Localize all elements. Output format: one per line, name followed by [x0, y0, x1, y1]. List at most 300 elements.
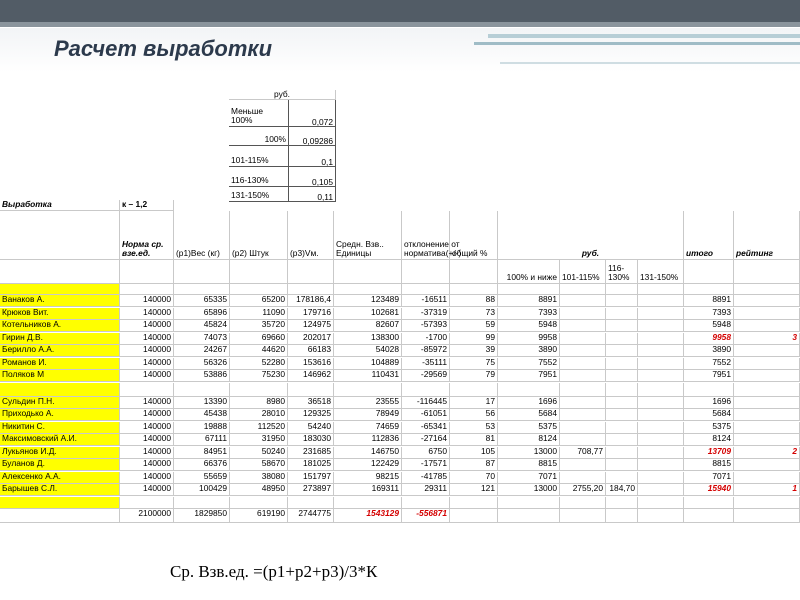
- row-value: 102681: [334, 308, 402, 320]
- rate-label: 100%: [229, 127, 289, 146]
- row-value: 6750: [402, 447, 450, 459]
- row-value: 54028: [334, 345, 402, 357]
- row-value: 56: [450, 409, 498, 421]
- row-name: Поляков М: [0, 370, 120, 382]
- row-value: 3: [734, 333, 800, 345]
- row-value: -65341: [402, 422, 450, 434]
- row-value: [638, 434, 684, 446]
- row-value: 8815: [684, 459, 734, 471]
- row-value: 123489: [334, 295, 402, 307]
- row-value: 9958: [684, 333, 734, 345]
- row-value: 13000: [498, 447, 560, 459]
- subheader-cell: 116-130%: [606, 260, 638, 284]
- row-value: 69660: [230, 333, 288, 345]
- row-value: 140000: [120, 434, 174, 446]
- row-value: [638, 397, 684, 409]
- total-cell: 619190: [230, 509, 288, 523]
- total-cell: [684, 509, 734, 523]
- row-value: 231685: [288, 447, 334, 459]
- row-value: 105: [450, 447, 498, 459]
- row-value: 5375: [498, 422, 560, 434]
- row-name: Крюков Вит.: [0, 308, 120, 320]
- gap-cell: [0, 383, 120, 397]
- rate-value: 0,11: [289, 187, 336, 202]
- row-value: 178186,4: [288, 295, 334, 307]
- row-value: [606, 295, 638, 307]
- total-cell: [734, 509, 800, 523]
- subheader-cell: [450, 260, 498, 284]
- row-value: 70: [450, 472, 498, 484]
- row-value: [638, 422, 684, 434]
- row-value: [606, 345, 638, 357]
- row-value: 138300: [334, 333, 402, 345]
- row-value: 17: [450, 397, 498, 409]
- row-value: [560, 434, 606, 446]
- row-value: -57393: [402, 320, 450, 332]
- empty-cell: [174, 497, 230, 509]
- header-p3: (р3)Vм.: [288, 211, 334, 260]
- row-value: 140000: [120, 447, 174, 459]
- subheader-cell: [334, 260, 402, 284]
- row-value: 140000: [120, 308, 174, 320]
- row-value: [606, 447, 638, 459]
- section-label: Выработка: [0, 200, 120, 211]
- gap-cell: [402, 383, 450, 397]
- row-value: [560, 320, 606, 332]
- row-value: 140000: [120, 295, 174, 307]
- row-value: [606, 308, 638, 320]
- row-value: [560, 295, 606, 307]
- header-norm: Норма ср. взе.ед.: [120, 211, 174, 260]
- rate-label: 131-150%: [229, 187, 289, 202]
- row-value: [606, 472, 638, 484]
- row-value: 67111: [174, 434, 230, 446]
- row-value: 52280: [230, 358, 288, 370]
- row-value: [734, 370, 800, 382]
- row-value: 121: [450, 484, 498, 496]
- empty-cell: [0, 497, 120, 509]
- row-value: 75: [450, 358, 498, 370]
- row-value: 169311: [334, 484, 402, 496]
- row-value: -61051: [402, 409, 450, 421]
- row-value: [606, 397, 638, 409]
- row-value: [638, 447, 684, 459]
- subheader-cell: 101-115%: [560, 260, 606, 284]
- spacer-cell: [734, 284, 800, 295]
- empty-cell: [560, 497, 606, 509]
- row-value: 74659: [334, 422, 402, 434]
- empty-cell: [288, 497, 334, 509]
- row-name: Сульдин П.Н.: [0, 397, 120, 409]
- row-value: [638, 295, 684, 307]
- row-value: 5948: [498, 320, 560, 332]
- row-value: -17571: [402, 459, 450, 471]
- gap-cell: [606, 383, 638, 397]
- row-value: 140000: [120, 358, 174, 370]
- row-value: 140000: [120, 409, 174, 421]
- row-value: 5684: [498, 409, 560, 421]
- empty-cell: [120, 497, 174, 509]
- row-value: 140000: [120, 370, 174, 382]
- row-value: [734, 459, 800, 471]
- row-value: [734, 472, 800, 484]
- row-value: [606, 459, 638, 471]
- total-cell: [606, 509, 638, 523]
- row-value: 708,77: [560, 447, 606, 459]
- empty-cell: [684, 497, 734, 509]
- rate-label: Меньше 100%: [229, 100, 289, 127]
- row-name: Буланов Д.: [0, 459, 120, 471]
- rate-label: 101-115%: [229, 146, 289, 167]
- row-value: 151797: [288, 472, 334, 484]
- row-value: 55659: [174, 472, 230, 484]
- row-value: 3890: [684, 345, 734, 357]
- row-value: 140000: [120, 320, 174, 332]
- gap-cell: [120, 383, 174, 397]
- row-value: -1700: [402, 333, 450, 345]
- row-value: 7393: [498, 308, 560, 320]
- row-value: 44620: [230, 345, 288, 357]
- total-cell: [498, 509, 560, 523]
- row-value: 53: [450, 422, 498, 434]
- row-value: -85972: [402, 345, 450, 357]
- row-value: 100429: [174, 484, 230, 496]
- row-value: 7393: [684, 308, 734, 320]
- row-value: 153616: [288, 358, 334, 370]
- total-cell: 1829850: [174, 509, 230, 523]
- row-value: [734, 409, 800, 421]
- row-value: 8980: [230, 397, 288, 409]
- row-value: [638, 333, 684, 345]
- header-rub: руб.: [498, 211, 684, 260]
- row-value: 75230: [230, 370, 288, 382]
- row-value: 181025: [288, 459, 334, 471]
- gap-cell: [230, 383, 288, 397]
- row-value: [734, 345, 800, 357]
- row-value: [734, 308, 800, 320]
- row-value: -116445: [402, 397, 450, 409]
- row-value: [734, 320, 800, 332]
- row-value: 129325: [288, 409, 334, 421]
- subheader-cell: [0, 260, 120, 284]
- row-value: 273897: [288, 484, 334, 496]
- subheader-cell: [230, 260, 288, 284]
- row-value: -37319: [402, 308, 450, 320]
- row-value: 7951: [498, 370, 560, 382]
- empty-cell: [498, 497, 560, 509]
- row-value: 78949: [334, 409, 402, 421]
- row-value: 31950: [230, 434, 288, 446]
- total-cell: 1543129: [334, 509, 402, 523]
- spacer-cell: [606, 284, 638, 295]
- row-value: 98215: [334, 472, 402, 484]
- row-value: [734, 434, 800, 446]
- empty-cell: [402, 497, 450, 509]
- row-value: 146750: [334, 447, 402, 459]
- row-value: [560, 472, 606, 484]
- subheader-cell: 100% и ниже: [498, 260, 560, 284]
- row-value: [606, 320, 638, 332]
- row-value: 202017: [288, 333, 334, 345]
- row-value: 9958: [498, 333, 560, 345]
- row-value: [638, 459, 684, 471]
- row-value: [606, 409, 638, 421]
- row-value: 140000: [120, 472, 174, 484]
- rate-value: 0,09286: [289, 127, 336, 146]
- row-value: 28010: [230, 409, 288, 421]
- header-p1: (р1)Вес (кг): [174, 211, 230, 260]
- row-value: 1696: [684, 397, 734, 409]
- row-value: 104889: [334, 358, 402, 370]
- subheader-cell: [288, 260, 334, 284]
- row-value: 45438: [174, 409, 230, 421]
- row-value: 183030: [288, 434, 334, 446]
- row-value: 79: [450, 370, 498, 382]
- row-value: [560, 459, 606, 471]
- header-blank: [0, 211, 120, 260]
- gap-cell: [734, 383, 800, 397]
- total-cell: 2744775: [288, 509, 334, 523]
- row-value: [560, 422, 606, 434]
- rate-label: 116-130%: [229, 167, 289, 187]
- row-value: [606, 434, 638, 446]
- row-value: 1696: [498, 397, 560, 409]
- row-value: [560, 397, 606, 409]
- row-value: [638, 320, 684, 332]
- subheader-cell: [174, 260, 230, 284]
- row-value: -41785: [402, 472, 450, 484]
- row-value: 140000: [120, 333, 174, 345]
- row-value: -27164: [402, 434, 450, 446]
- row-value: 7071: [684, 472, 734, 484]
- gap-cell: [498, 383, 560, 397]
- subheader-cell: 131-150%: [638, 260, 684, 284]
- row-value: 13000: [498, 484, 560, 496]
- subheader-cell: [684, 260, 734, 284]
- row-value: 73: [450, 308, 498, 320]
- header-avg: Средн. Взв.. Единицы: [334, 211, 402, 260]
- row-value: [560, 345, 606, 357]
- gap-cell: [450, 383, 498, 397]
- row-value: 7552: [498, 358, 560, 370]
- header-itogo: итого: [684, 211, 734, 260]
- row-value: 7071: [498, 472, 560, 484]
- row-value: [734, 295, 800, 307]
- row-value: 140000: [120, 459, 174, 471]
- gap-cell: [288, 383, 334, 397]
- row-name: Лукьянов И.Д.: [0, 447, 120, 459]
- row-value: 59: [450, 320, 498, 332]
- empty-cell: [450, 497, 498, 509]
- row-name: Ванаков А.: [0, 295, 120, 307]
- row-value: 36518: [288, 397, 334, 409]
- rate-value: 0,1: [289, 146, 336, 167]
- row-value: 112520: [230, 422, 288, 434]
- row-value: 29311: [402, 484, 450, 496]
- total-cell: [560, 509, 606, 523]
- k-label: к – 1,2: [120, 200, 174, 211]
- row-value: -29569: [402, 370, 450, 382]
- row-value: 65335: [174, 295, 230, 307]
- row-value: 48950: [230, 484, 288, 496]
- formula: Ср. Взв.ед. =(р1+р2+р3)/3*К: [170, 562, 378, 581]
- row-value: [606, 370, 638, 382]
- spacer-cell: [560, 284, 606, 295]
- row-value: 140000: [120, 422, 174, 434]
- row-value: 5948: [684, 320, 734, 332]
- row-value: 87: [450, 459, 498, 471]
- row-name: Берилло А.А.: [0, 345, 120, 357]
- top-bar: [0, 0, 800, 22]
- row-value: 65200: [230, 295, 288, 307]
- row-value: 58670: [230, 459, 288, 471]
- row-value: 112836: [334, 434, 402, 446]
- spacer-cell: [638, 284, 684, 295]
- row-value: 184,70: [606, 484, 638, 496]
- row-value: 8891: [498, 295, 560, 307]
- row-value: 38080: [230, 472, 288, 484]
- row-value: 53886: [174, 370, 230, 382]
- row-value: 146962: [288, 370, 334, 382]
- rate-value: 0,105: [289, 167, 336, 187]
- row-value: [638, 370, 684, 382]
- row-value: 45824: [174, 320, 230, 332]
- row-name: Романов И.: [0, 358, 120, 370]
- row-value: 13709: [684, 447, 734, 459]
- row-name: Максимовский А.И.: [0, 434, 120, 446]
- row-value: [560, 333, 606, 345]
- row-value: 81: [450, 434, 498, 446]
- header-rating: рейтинг: [734, 211, 800, 260]
- row-value: 23555: [334, 397, 402, 409]
- total-cell: [638, 509, 684, 523]
- row-value: 13390: [174, 397, 230, 409]
- decor-line: [500, 62, 800, 64]
- row-value: 19888: [174, 422, 230, 434]
- empty-cell: [638, 497, 684, 509]
- row-value: [638, 409, 684, 421]
- total-cell: 2100000: [120, 509, 174, 523]
- row-value: 110431: [334, 370, 402, 382]
- empty-cell: [230, 497, 288, 509]
- row-value: 35720: [230, 320, 288, 332]
- row-value: 8124: [684, 434, 734, 446]
- row-value: 24267: [174, 345, 230, 357]
- row-value: [560, 308, 606, 320]
- row-value: 1: [734, 484, 800, 496]
- subheader-cell: [402, 260, 450, 284]
- row-value: [734, 422, 800, 434]
- header-deviation: отклонение от норматива(+/-): [402, 211, 450, 260]
- row-value: 66183: [288, 345, 334, 357]
- row-value: 88: [450, 295, 498, 307]
- row-value: 140000: [120, 484, 174, 496]
- row-value: 7951: [684, 370, 734, 382]
- row-value: [560, 358, 606, 370]
- row-value: 74073: [174, 333, 230, 345]
- rates-unit: руб.: [229, 90, 336, 100]
- row-value: [638, 472, 684, 484]
- row-value: -35111: [402, 358, 450, 370]
- rate-value: 0,072: [289, 100, 336, 127]
- row-value: [734, 397, 800, 409]
- row-value: 2: [734, 447, 800, 459]
- decor-line: [488, 34, 800, 38]
- row-name: Алексенко А.А.: [0, 472, 120, 484]
- decor-line: [474, 42, 800, 45]
- subheader-cell: [734, 260, 800, 284]
- row-value: 82607: [334, 320, 402, 332]
- row-name: Барышев С.Л.: [0, 484, 120, 496]
- row-value: [638, 484, 684, 496]
- row-value: 140000: [120, 345, 174, 357]
- row-value: 5684: [684, 409, 734, 421]
- row-value: 5375: [684, 422, 734, 434]
- total-cell: [0, 509, 120, 523]
- row-value: [606, 358, 638, 370]
- row-value: [606, 422, 638, 434]
- row-value: 7552: [684, 358, 734, 370]
- row-value: 56326: [174, 358, 230, 370]
- empty-cell: [606, 497, 638, 509]
- gap-cell: [684, 383, 734, 397]
- row-value: 15940: [684, 484, 734, 496]
- row-value: [638, 358, 684, 370]
- gap-cell: [560, 383, 606, 397]
- row-value: [638, 308, 684, 320]
- subheader-cell: [120, 260, 174, 284]
- row-value: 140000: [120, 397, 174, 409]
- row-value: 65896: [174, 308, 230, 320]
- row-value: 179716: [288, 308, 334, 320]
- row-value: [560, 409, 606, 421]
- row-value: 54240: [288, 422, 334, 434]
- row-value: 50240: [230, 447, 288, 459]
- gap-cell: [174, 383, 230, 397]
- row-value: 11090: [230, 308, 288, 320]
- page-title: Расчет выработки: [54, 36, 273, 61]
- gap-cell: [334, 383, 402, 397]
- row-value: 122429: [334, 459, 402, 471]
- row-value: [560, 370, 606, 382]
- empty-cell: [734, 497, 800, 509]
- header-total-pct: общий %: [450, 211, 498, 260]
- row-name: Гирин Д.В.: [0, 333, 120, 345]
- row-value: 99: [450, 333, 498, 345]
- total-cell: [450, 509, 498, 523]
- row-name: Котельников А.: [0, 320, 120, 332]
- row-value: [606, 333, 638, 345]
- row-value: -16511: [402, 295, 450, 307]
- row-value: 8891: [684, 295, 734, 307]
- row-name: Приходько А.: [0, 409, 120, 421]
- gap-cell: [638, 383, 684, 397]
- empty-cell: [334, 497, 402, 509]
- row-value: 124975: [288, 320, 334, 332]
- row-name: Никитин С.: [0, 422, 120, 434]
- top-bar-strip: [0, 22, 800, 27]
- row-value: 2755,20: [560, 484, 606, 496]
- row-value: 8815: [498, 459, 560, 471]
- row-value: 8124: [498, 434, 560, 446]
- row-value: 84951: [174, 447, 230, 459]
- total-cell: -556871: [402, 509, 450, 523]
- row-value: 3890: [498, 345, 560, 357]
- row-value: 39: [450, 345, 498, 357]
- row-value: 66376: [174, 459, 230, 471]
- row-value: [638, 345, 684, 357]
- header-p2: (р2) Штук: [230, 211, 288, 260]
